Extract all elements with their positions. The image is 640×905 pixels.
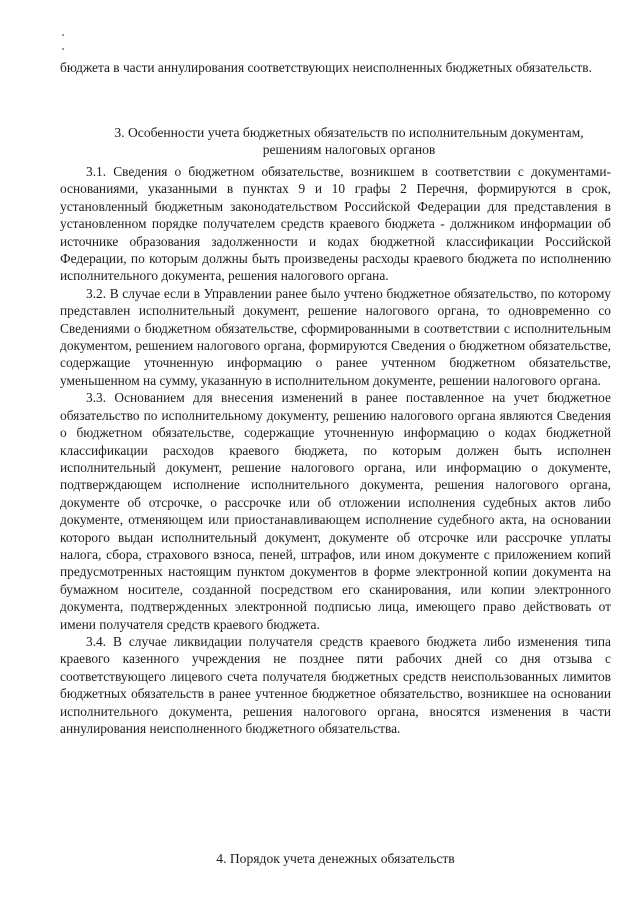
top-paragraph-block [60, 59, 611, 76]
section-4-title: 4. Порядок учета денежных обязательств [216, 851, 455, 866]
paragraph-3-1: 3.1. Сведения о бюджетном обязательстве, возникшем в соответствии с документами-основаниями, указанными в пунктах 9 и 10 графы 2 Перечня, формируются в срок, установленный бюджетным законодательством Российской Федерации для представления в установленном порядке получателем средств краевого бюджета - должником информации об источнике образования задолженности и кодах бюджетной классификации Российской Федерации, по которым должны быть произведены расходы краевого бюджета по исполнению исполнительного документа, решения налогового органа. [60, 164, 611, 284]
scan-dot [62, 48, 64, 50]
section-3-body [60, 163, 611, 737]
paragraph-3-4: 3.4. В случае ликвидации получателя средств краевого бюджета либо изменения типа краевого казенного учреждения не позднее пяти рабочих дней со дня отзыва с соответствующего лицевого счета получателя бюджетных средств неиспользованных лимитов бюджетных обязательств в ранее учтенное бюджетное обязательство, возникшее на основании исполнительного документа, решения налогового органа, вносятся изменения в части аннулирования неисполненного бюджетного обязательства. [60, 633, 611, 736]
paragraph-3-2: 3.2. В случае если в Управлении ранее было учтено бюджетное обязательство, по которому представлен исполнительный документ, решение налогового органа, то одновременно со Сведениями о бюджетном обязательстве, сформированными в соответствии с исполнительным документом, решением налогового органа, формируются Сведения о бюджетном обязательстве, содержащие уточненную информацию о ранее учтенном бюджетном обязательстве, уменьшенном на сумму, указанную в исполнительном документе, решении налогового органа. [60, 285, 611, 388]
scan-dot [62, 34, 64, 36]
top-paragraph: бюджета в части аннулирования соответствующих неисполненных бюджетных обязательств. [60, 60, 592, 75]
paragraph-3-3: 3.3. Основанием для внесения изменений в ранее поставленное на учет бюджетное обязательство по исполнительному документу, решению налогового органа являются Сведения о бюджетном обязательстве, содержащие уточненную информацию о кодах бюджетной классификации расходов краевого бюджета, по которым должен быть исполнен исполнительный документ, решение налогового органа, или информацию о документе, подтверждающем исполнение исполнительного документа, решения налогового органа, документе об отсрочке, о рассрочке или об отложении исполнения судебных актов либо документе, отменяющем или приостанавливающем исполнение судебного акта, на основании которого выдан исполнительный документ, документе об отсрочке или рассрочке уплаты налога, сбора, страхового взноса, пеней, штрафов, или ином документе с приложением копий предусмотренных настоящим пунктом документов в форме электронной копии документа на бумажном носителе, созданной посредством его сканирования, или копии электронного документа, подтвержденных электронной подписью лица, имеющего право действовать от имени получателя средств краевого бюджета. [60, 390, 611, 632]
section-3-title: 3. Особенности учета бюджетных обязательств по исполнительным документам, решениям налоговых органов [114, 125, 584, 158]
